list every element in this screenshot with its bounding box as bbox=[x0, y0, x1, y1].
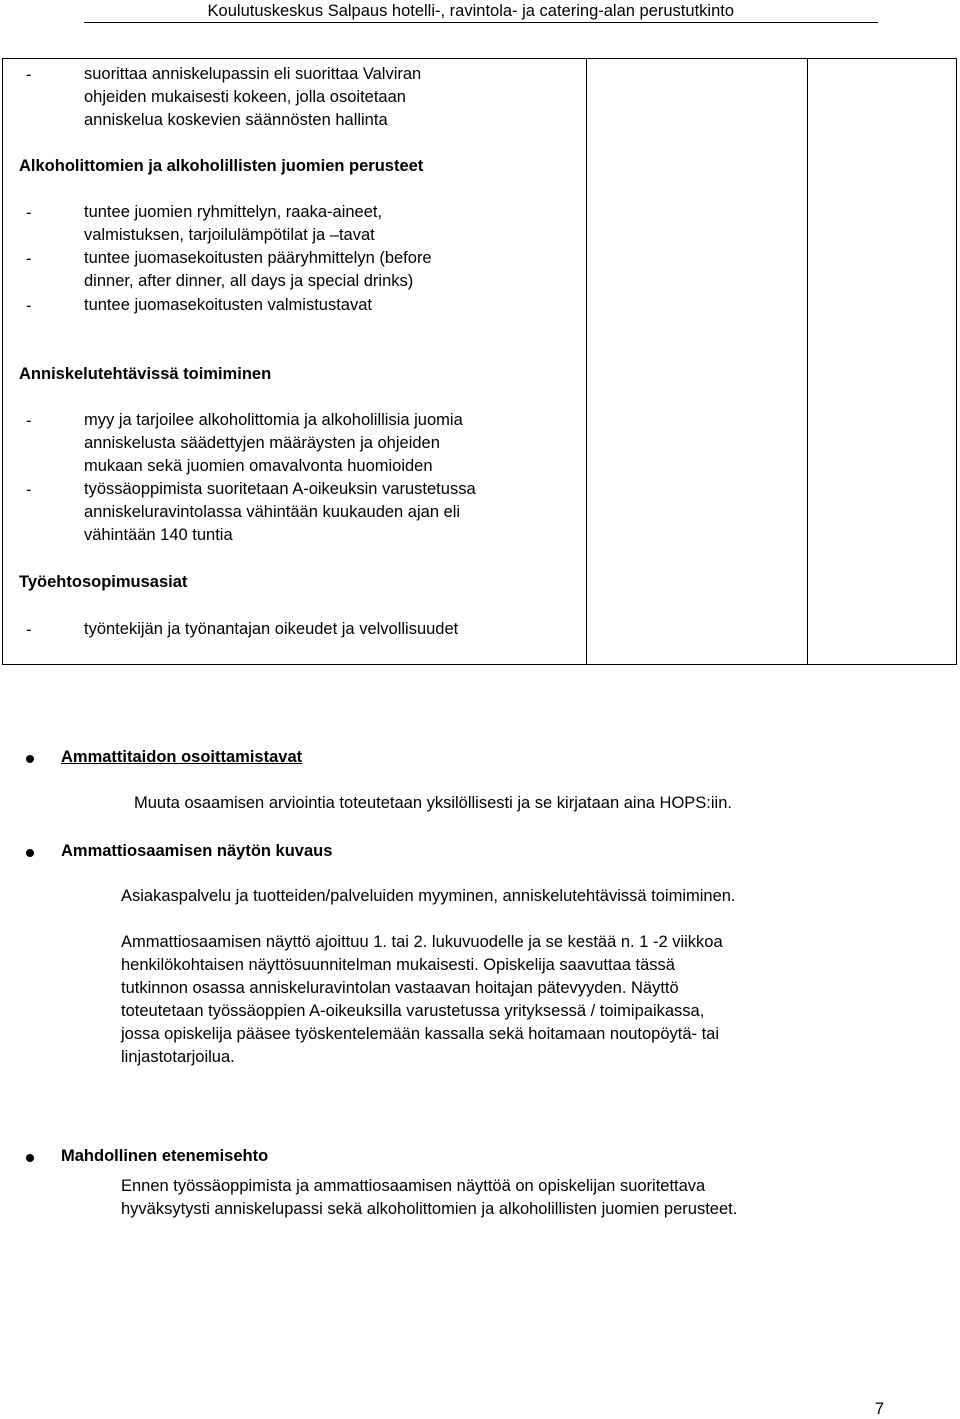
list-dash: - bbox=[26, 412, 32, 430]
list-item-line: dinner, after dinner, all days ja special drinks) bbox=[84, 272, 414, 290]
page-header bbox=[0, 0, 960, 24]
list-item-line: vähintään 140 tuntia bbox=[84, 526, 233, 544]
bullet-heading: Ammattiosaamisen näytön kuvaus bbox=[61, 842, 333, 860]
list-item-line: mukaan sekä juomien omavalvonta huomioiden bbox=[84, 457, 433, 475]
header-rule bbox=[84, 22, 878, 23]
list-dash: - bbox=[26, 481, 32, 499]
list-item-line: myy ja tarjoilee alkoholittomia ja alkoholillisia juomia bbox=[84, 411, 463, 429]
list-item-line: anniskelusta säädettyjen määräysten ja ohjeiden bbox=[84, 434, 440, 452]
list-item-line: työssäoppimista suoritetaan A-oikeuksin varustetussa bbox=[84, 480, 476, 498]
section-heading: Työehtosopimusasiat bbox=[19, 573, 188, 591]
bullet-body-line: tutkinnon osassa anniskeluravintolan vastaavan hoitajan pätevyyden. Näyttö bbox=[121, 979, 679, 997]
list-item-line: tuntee juomien ryhmittelyn, raaka-aineet, bbox=[84, 203, 383, 221]
bullet-body-line: Asiakaspalvelu ja tuotteiden/palveluiden myyminen, anniskelutehtävissä toimiminen. bbox=[121, 887, 736, 905]
section-heading: Alkoholittomien ja alkoholillisten juomien perusteet bbox=[19, 157, 424, 175]
list-item-line: anniskelua koskevien säännösten hallinta bbox=[84, 111, 388, 129]
bullet-body-line: Ennen työssäoppimista ja ammattiosaamisen näyttöä on opiskelijan suoritettava bbox=[121, 1177, 706, 1195]
table-column-divider bbox=[586, 59, 587, 664]
bullet-icon bbox=[26, 755, 34, 763]
page-number: 7 bbox=[874, 1400, 884, 1418]
list-item-line: ohjeiden mukaisesti kokeen, jolla osoitetaan bbox=[84, 88, 406, 106]
list-dash: - bbox=[26, 621, 32, 639]
list-dash: - bbox=[26, 204, 32, 222]
bullet-body-line: toteutetaan työssäoppien A-oikeuksilla varustetussa yrityksessä / toimipaikassa, bbox=[121, 1002, 705, 1020]
bullet-heading: Ammattitaidon osoittamistavat bbox=[61, 748, 303, 766]
bullet-body-line: hyväksytysti anniskelupassi sekä alkoholittomien ja alkoholillisten juomien perusteet. bbox=[121, 1200, 738, 1218]
table-column-divider bbox=[807, 59, 808, 664]
list-item-line: valmistuksen, tarjoilulämpötilat ja –tavat bbox=[84, 226, 375, 244]
list-item-line: tuntee juomasekoitusten valmistustavat bbox=[84, 296, 372, 314]
bullet-body-line: jossa opiskelija pääsee työskentelemään kassalla sekä hoitamaan noutopöytä- tai bbox=[121, 1025, 720, 1043]
header-title: Koulutuskeskus Salpaus hotelli-, ravintola- ja catering-alan perustutkinto bbox=[207, 2, 734, 20]
bullet-body-line: henkilökohtaisen näyttösuunnitelman mukaisesti. Opiskelija saavuttaa tässä bbox=[121, 956, 675, 974]
bullet-body-line: Ammattiosaamisen näyttö ajoittuu 1. tai 2. lukuvuodelle ja se kestää n. 1 -2 viikkoa bbox=[121, 933, 723, 951]
bullet-icon bbox=[26, 849, 34, 857]
list-item-line: tuntee juomasekoitusten pääryhmittelyn (before bbox=[84, 249, 432, 267]
bullet-heading: Mahdollinen etenemisehto bbox=[61, 1147, 269, 1165]
list-dash: - bbox=[26, 297, 32, 315]
section-heading: Anniskelutehtävissä toimiminen bbox=[19, 365, 272, 383]
list-item-line: anniskeluravintolassa vähintään kuukauden ajan eli bbox=[84, 503, 461, 521]
bullet-body-line: linjastotarjoilua. bbox=[121, 1048, 235, 1066]
list-item-line: suorittaa anniskelupassin eli suorittaa Valviran bbox=[84, 65, 422, 83]
list-dash: - bbox=[26, 250, 32, 268]
bullet-body-line: Muuta osaamisen arviointia toteutetaan yksilöllisesti ja se kirjataan aina HOPS:iin. bbox=[134, 794, 732, 812]
list-item-line: työntekijän ja työnantajan oikeudet ja velvollisuudet bbox=[84, 620, 459, 638]
list-dash: - bbox=[26, 66, 32, 84]
bullet-icon bbox=[26, 1154, 34, 1162]
